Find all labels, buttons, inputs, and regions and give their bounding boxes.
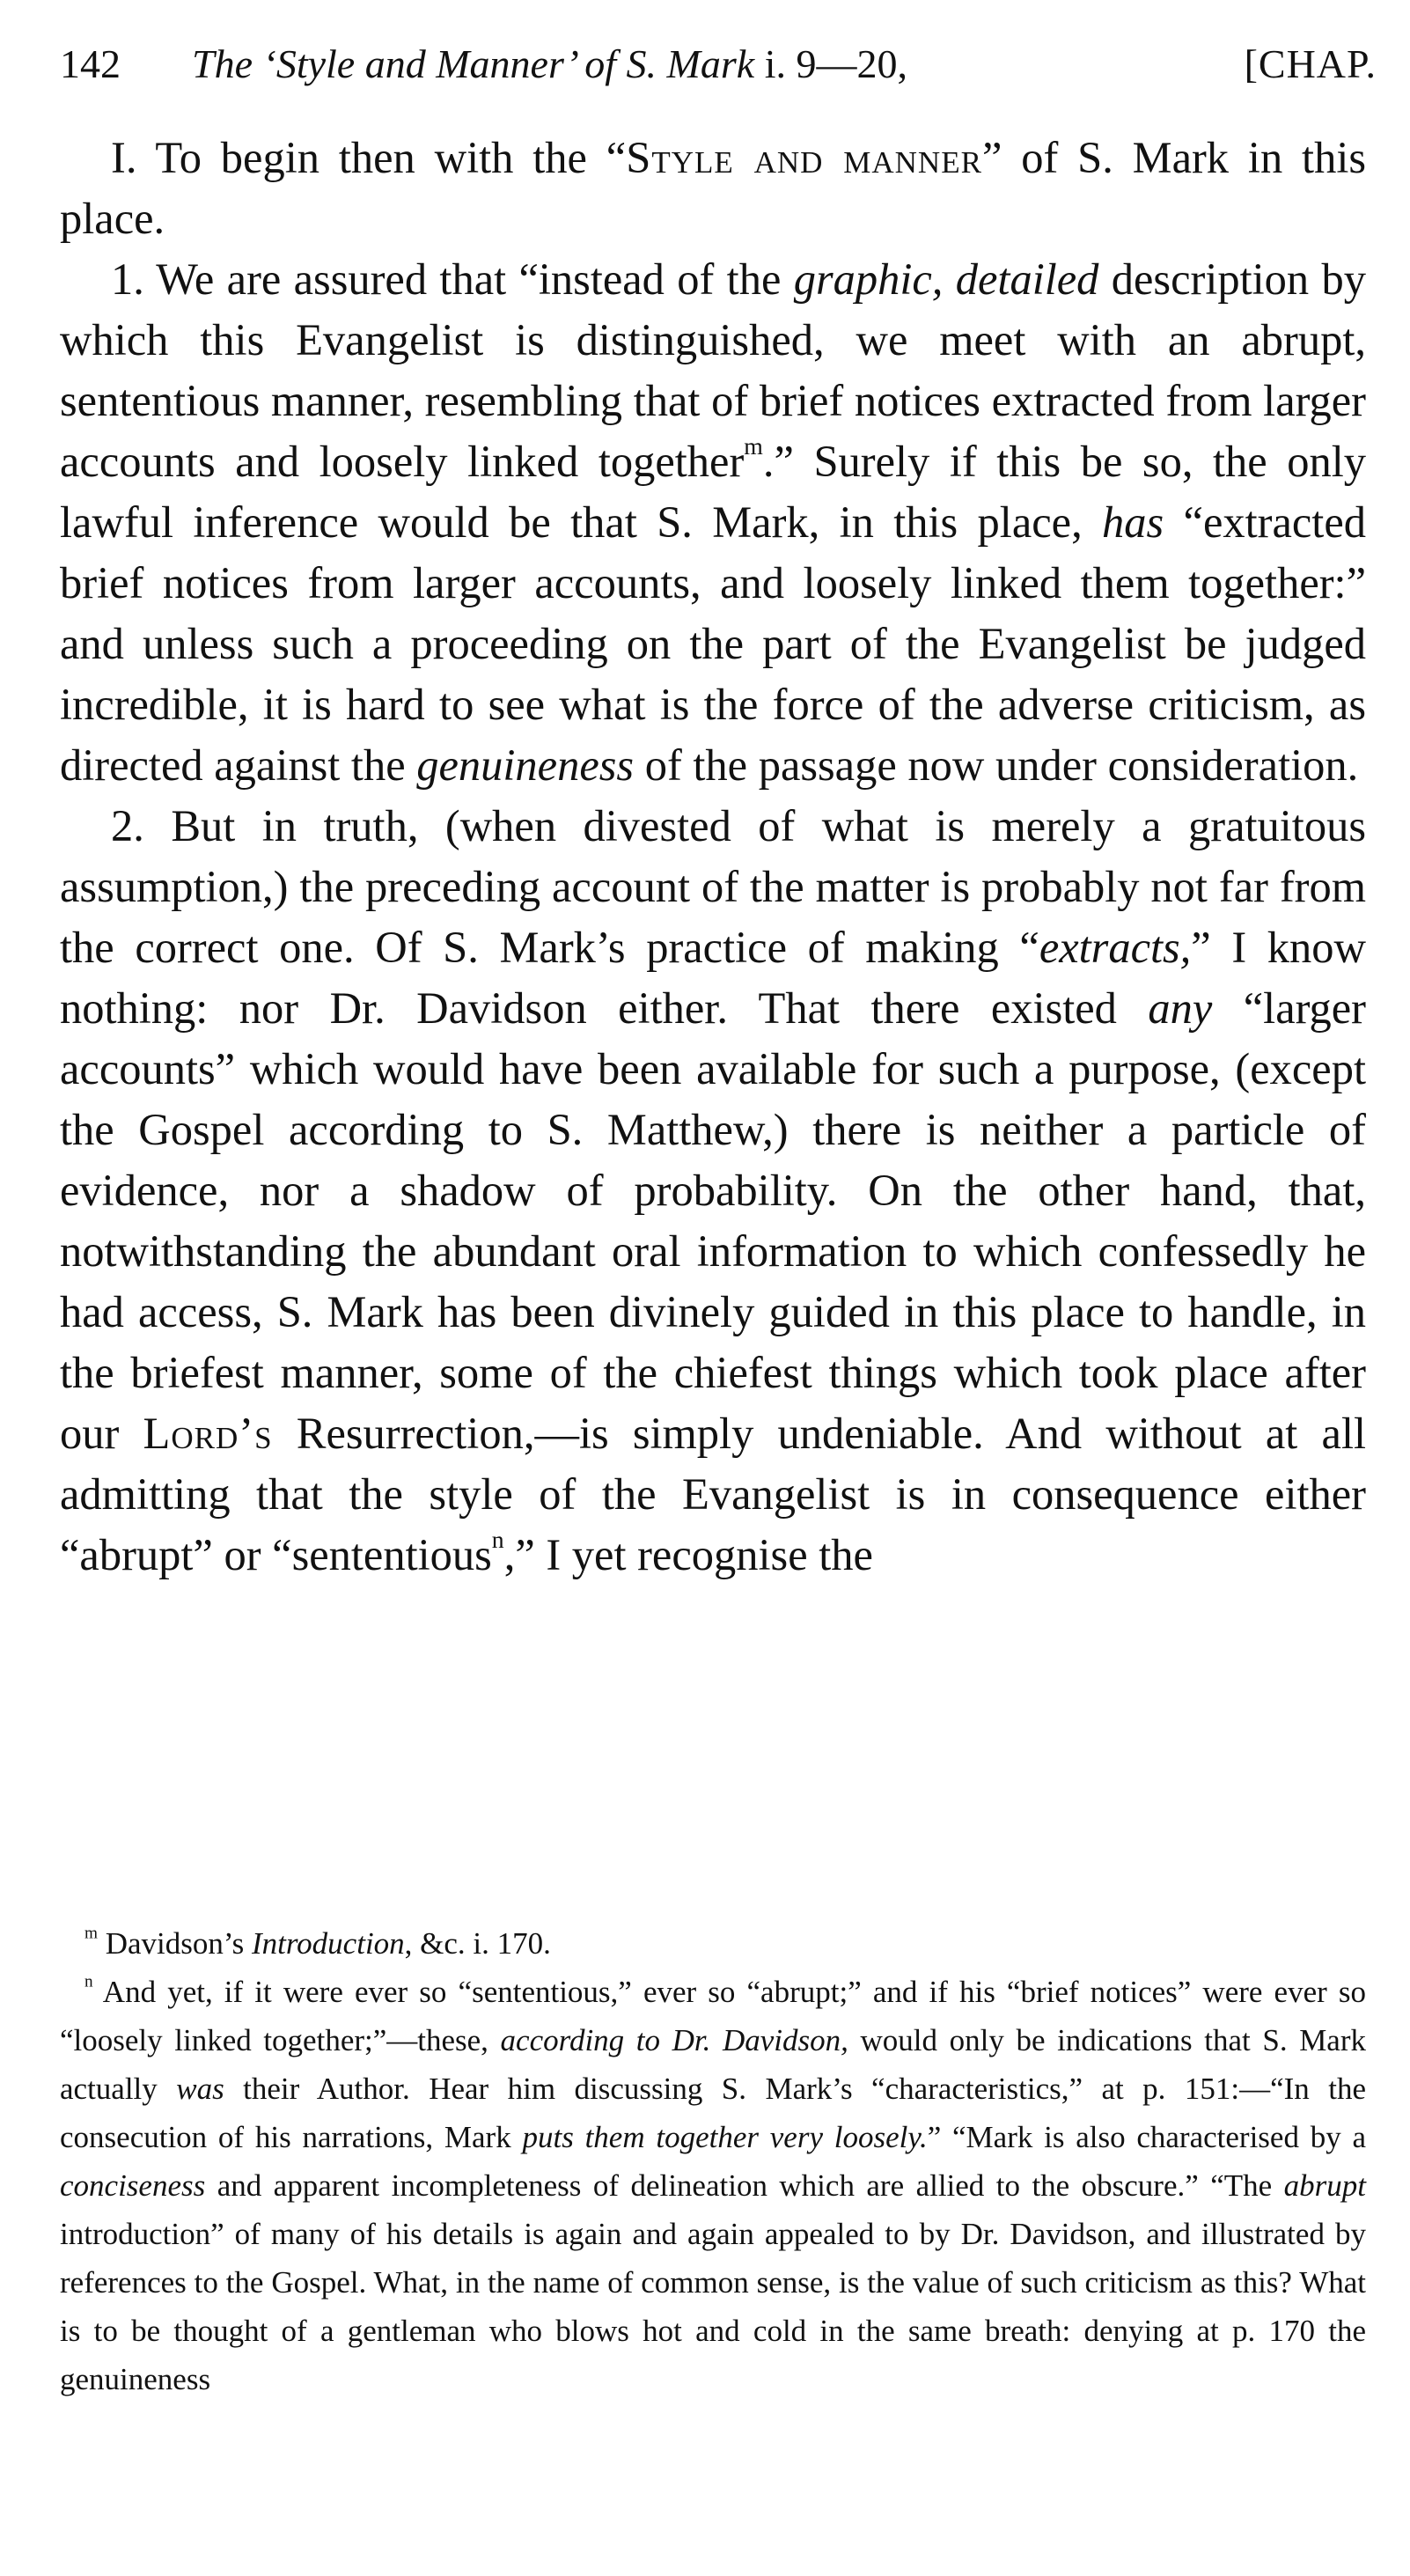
- text-run: .” Surely if this be so, the only lawful inference would be that S. Mark, in this place,: [60, 437, 1366, 547]
- paragraph-section-heading: [60, 128, 1366, 249]
- text-run: And yet, if it were ever so “sententious,” ever so “abrupt;” and if his “brief notices” were ever so “loosely linked together;”—these,: [60, 1975, 1366, 2057]
- italic-run: has: [1102, 497, 1164, 547]
- footnote-n: [60, 1968, 1366, 2403]
- text-run: “larger accounts” which would have been available for such a purpose, (except the Gospel according to S. Matthew,) there is neither a particle of evidence, nor a shadow of probability. On the other hand, that, notwithstanding the abundant oral information to which confessedly he had access, S. Mark has been divinely guided in this place to handle, in the briefest manner, some of the chiefest things which took place after our: [60, 983, 1366, 1458]
- italic-run: Introduction: [251, 1926, 405, 1961]
- footnote-ref-m: m: [744, 433, 763, 461]
- paragraph-2: [60, 796, 1366, 1586]
- text-run: 2. But in truth, (when divested of what is merely a gratuitous assumption,) the preceding account of the matter is probably not far from the correct one. Of S. Mark’s practice of making “: [60, 801, 1366, 972]
- text-run: ” of S. Mark in this place.: [60, 133, 1367, 243]
- text-run: ,” I yet recognise the: [503, 1530, 873, 1579]
- page-number: 142: [60, 41, 121, 86]
- footnotes: [60, 1919, 1366, 2403]
- italic-run: any: [1148, 983, 1213, 1033]
- footnote-mark: n: [84, 1972, 93, 1991]
- italic-run: according to Dr. Davidson,: [500, 2023, 848, 2057]
- text-run: , &c. i. 170.: [404, 1926, 551, 1961]
- italic-run: conciseness: [60, 2168, 206, 2203]
- small-caps-run: Lord’s: [143, 1409, 273, 1458]
- italic-run: graphic, detailed: [793, 254, 1099, 304]
- text-run: their Author. Hear him discussing S. Mark’s “characteristics,” at p. 151:—“In the consecution of his narrations, Mark: [60, 2072, 1366, 2154]
- text-run: and apparent incompleteness of delineation which are allied to the obscure.” “The: [205, 2168, 1284, 2203]
- text-run: I. To begin then with the “: [111, 133, 627, 182]
- text-run: 1. We are assured that “instead of the: [111, 254, 794, 304]
- italic-run: was: [176, 2072, 224, 2106]
- running-title-italic: The ‘Style and Manner’ of S. Mark: [192, 41, 755, 86]
- main-text: [60, 128, 1366, 1586]
- italic-run: genuineness: [416, 740, 635, 790]
- text-run: would only be indications that S. Mark actually: [60, 2023, 1367, 2106]
- footnote-mark: m: [84, 1924, 98, 1943]
- paragraph-1: [60, 249, 1366, 796]
- italic-run: abrupt: [1283, 2168, 1366, 2203]
- text-run: Davidson’s: [97, 1926, 252, 1961]
- text-run: Resurrection,—is simply undeniable. And without at all admitting that the style of the Evangelist is in consequence either “abrupt” or “sententious: [60, 1409, 1367, 1579]
- text-run: ” “Mark is also characterised by a: [927, 2120, 1366, 2154]
- text-run: ” I know nothing: nor Dr. Davidson either. That there existed: [60, 923, 1366, 1033]
- small-caps-run: Style and manner: [626, 133, 982, 182]
- footnote-ref-n: n: [491, 1527, 504, 1555]
- text-run: introduction” of many of his details is again and again appealed to by Dr. Davidson, and illustrated by references to the Gospel. What, in the name of common sense, is the value of such criticism as this? What is to be thought of a gentleman who blows hot and cold in the same breath: denying at p. 170 the genuineness: [60, 2217, 1366, 2396]
- text-run: of the passage now under consideration.: [634, 740, 1359, 790]
- running-title: [192, 33, 907, 95]
- text-run: “extracted brief notices from larger accounts, and loosely linked them together:” and unless such a proceeding on the part of the Evangelist be judged incredible, it is hard to see what is the force of the adverse criticism, as directed against the: [60, 497, 1366, 790]
- italic-run: puts them together very loosely.: [522, 2120, 928, 2154]
- chapter-marker: [CHAP.: [1244, 41, 1377, 86]
- italic-run: extracts,: [1039, 923, 1192, 972]
- running-title-reference: i. 9—20,: [754, 41, 907, 86]
- text-run: description by which this Evangelist is distinguished, we meet with an abrupt, sententious manner, resembling that of brief notices extracted from larger accounts and loosely linked together: [60, 254, 1366, 486]
- running-header: [60, 33, 1377, 95]
- footnote-m: [60, 1919, 1366, 1968]
